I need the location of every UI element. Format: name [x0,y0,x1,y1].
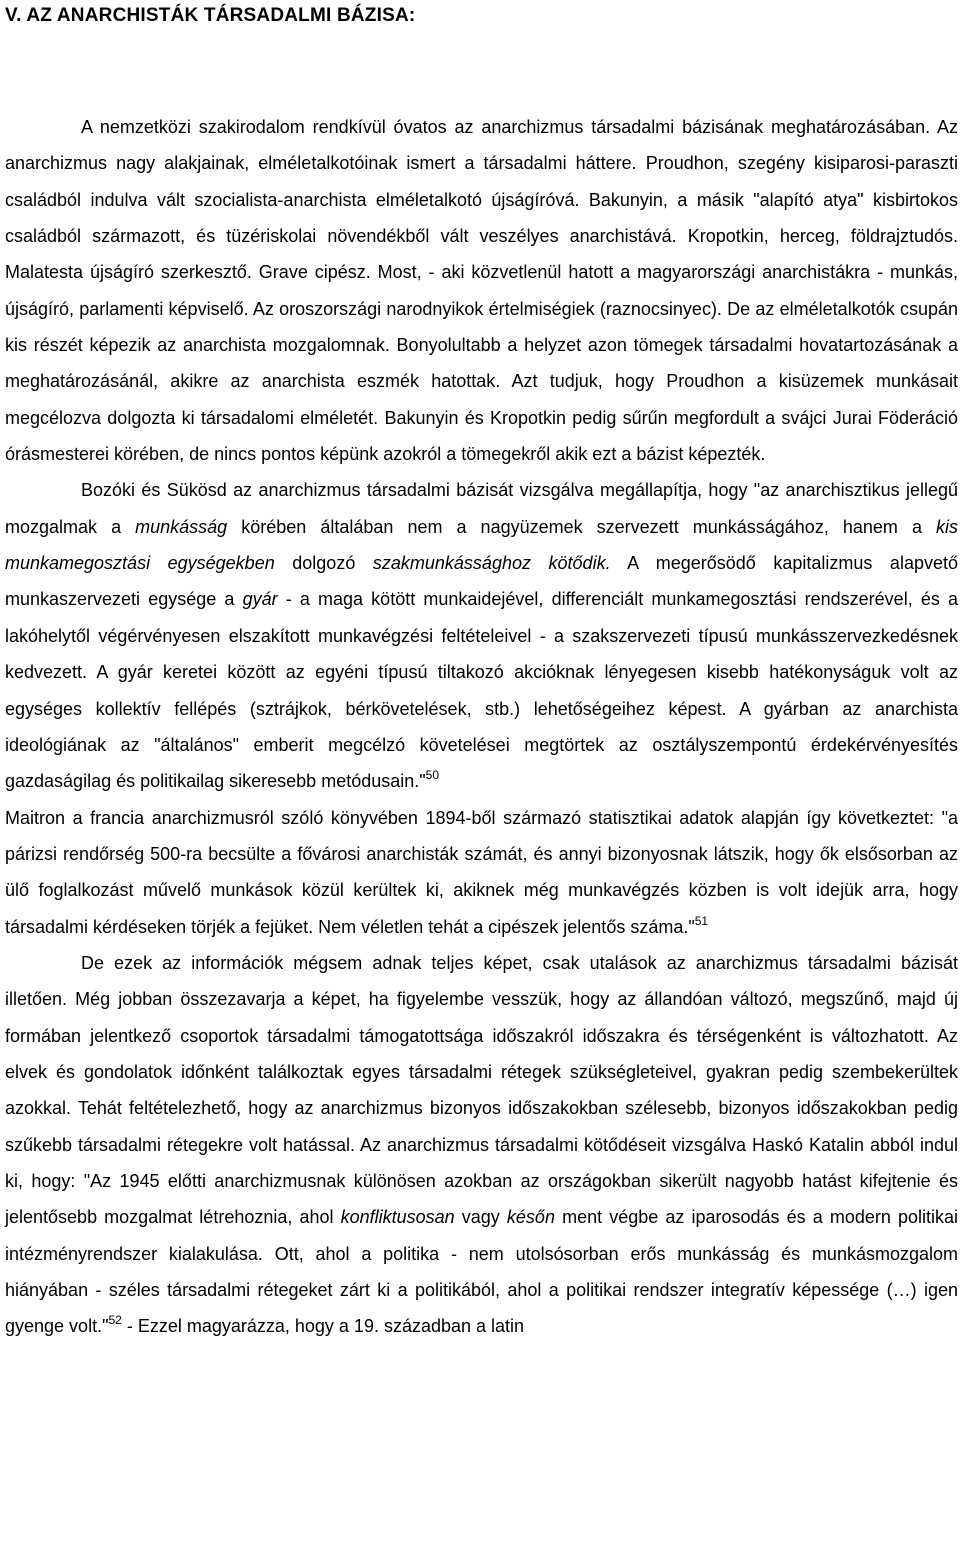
text-run: körében általában nem a nagyüzemek szervezett munkásságához, hanem a [227,516,936,537]
text-run: - Ezzel magyarázza, hogy a 19. században a latin [121,1316,525,1337]
text-run: dolgozó [274,553,373,574]
footnote-ref: 51 [694,913,709,928]
emphasis-text: munkásság [135,516,228,537]
text-run: - a maga kötött munkaidejével, differenciált munkamegosztási rendszerével, és a lakóhelytől végérvényesen elszakított munkavégzési feltételeivel - a szakszervezeti típusú munkásszervezkedésnek kedvezett. A gyár keretei között az egyéni típusú tiltakozó akcióknak lényegesen kisebb hatékonyságuk volt az egységes kollektív fellépés (sztrájkok, bérkövetelések, stb.) lehetőségeihez képest. A gyárban az anarchista ideológiának az "általános" emberit megcélzó követelései megtörtek az osztályszempontú érdekérvényesítés gazdaságilag és politikailag sikeresebb metódusain." [5,589,959,792]
text-run: A megerősödő kapitalizmus alapvető munkaszervezeti egysége a [5,553,958,610]
text-run: Maitron a francia anarchizmusról szóló könyvében 1894-ből származó statisztikai adatok alapján így következtet: "a párizsi rendőrség 500-ra becsülte a fővárosi anarchisták számát, és annyi bizonyosnak látszik, hogy ők elsősorban az ülő foglalkozást művelő munkások közül kerültek ki, akiknek még munkavégzés közben is volt idejük arra, hogy társadalmi kérdéseken törjék a fejüket. Nem véletlen tehát a cipészek jelentős száma." [5,807,958,937]
paragraph [5,800,958,945]
emphasis-text: gyár [242,589,278,610]
emphasis-text: konfliktusosan [340,1207,455,1228]
emphasis-text: későn [506,1207,555,1228]
text-run: A nemzetközi szakirodalom rendkívül óvatos az anarchizmus társadalmi bázisának meghatározásában. Az anarchizmus nagy alakjainak, elméletalkotóinak ismert a társadalmi háttere. Proudhon, szegény kisiparosi-paraszti családból indulva vált szocialista-anarchista elméletalkotó újságíróvá. Bakunyin, a másik "alapító atya" kisbirtokos családból származott, és tüzériskolai növendékből vált veszélyes anarchistává. Kropotkin, herceg, földrajztudós. Malatesta újságíró szerkesztő. Grave cipész. Most, - aki közvetlenül hatott a magyarországi anarchistákra - munkás, újságíró, parlamenti képviselő. Az oroszországi narodnyikok értelmiségiek (raznocsinyec). De az elméletalkotók csupán kis részét képezik az anarchista mozgalomnak. Bonyolultabb a helyzet azon tömegek társadalmi hovatartozásának a meghatározásánál, akikre az anarchista eszmék hatottak. Azt tudjuk, hogy Proudhon a kisüzemek munkásait megcélozva dolgozta ki társadalomi elméletét. Bakunyin és Kropotkin pedig sűrűn megfordult a svájci Jurai Föderáció órásmesterei körében, de nincs pontos képünk azokról a tömegekről akik ezt a bázist képezték. [5,117,958,465]
text-run: ment végbe az iparosodás és a modern politikai intézményrendszer kialakulása. Ott, ahol a politika - nem utolsósorban erős munkásság és munkásmozgalom hiányában - széles társadalmi rétegeket zárt ki a politikából, ahol a politikai rendszer integratív képessége (…) igen gyenge volt." [5,1207,958,1337]
text-run: De ezek az információk mégsem adnak teljes képet, csak utalások az anarchizmus társadalmi bázisát illetően. Még jobban összezavarja a képet, ha figyelembe vesszük, hogy az állandóan változó, megszűnő, majd új formában jelentkező csoportok társadalmi támogatottsága időszakról időszakra és térségenként is változhatott. Az elvek és gondolatok időnként találkoztak egyes társadalmi rétegek szükségleteivel, gyakran pedig szembekerültek azokkal. Tehát feltételezhető, hogy az anarchizmus bizonyos időszakokban szélesebb, bizonyos időszakokban pedig szűkebb társadalmi rétegekre volt hatással. Az anarchizmus társadalmi kötődéseit vizsgálva Haskó Katalin abból indul ki, hogy: "Az 1945 előtti anarchizmusnak különösen azokban az országokban sikerült nagyobb hatást kifejtenie és jelentősebb mozgalmat létrehoznia, ahol [5,952,958,1228]
paragraph [5,945,958,1345]
emphasis-text: kis munkamegosztási egységekben [5,516,958,574]
paragraph [5,109,958,472]
text-run: vagy [454,1207,507,1228]
emphasis-text: szakmunkássághoz kötődik. [372,553,611,574]
body-text [5,109,958,1345]
text-run: Bozóki és Sükösd az anarchizmus társadalmi bázisát vizsgálva megállapítja, hogy "az anarchisztikus jellegű mozgalmak a [5,480,958,537]
footnote-ref: 50 [425,768,440,783]
paragraph [5,472,958,799]
footnote-ref: 52 [108,1313,122,1328]
section-heading: V. AZ ANARCHISTÁK TÁRSADALMI BÁZISA: [5,5,416,26]
